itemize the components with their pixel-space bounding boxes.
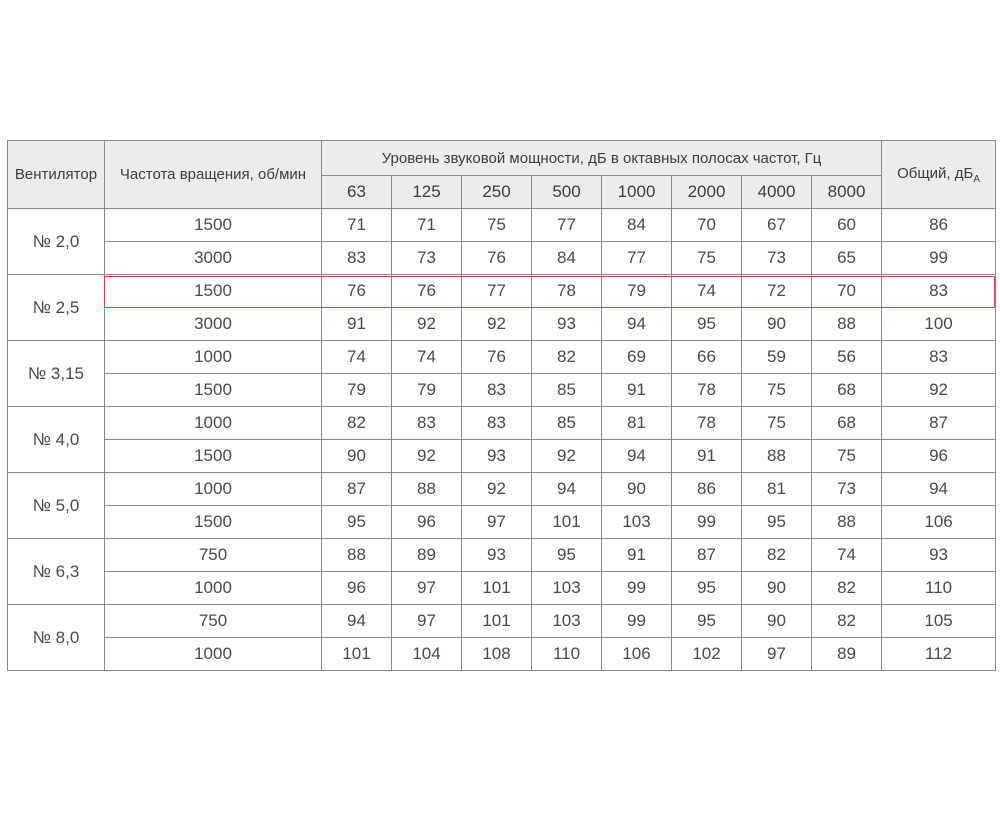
level-cell: 94 xyxy=(602,440,672,473)
level-cell: 101 xyxy=(322,638,392,671)
speed-cell: 1000 xyxy=(105,473,322,506)
table-row xyxy=(8,539,996,572)
level-cell: 84 xyxy=(602,209,672,242)
level-cell: 93 xyxy=(462,539,532,572)
level-cell: 68 xyxy=(812,407,882,440)
level-cell: 95 xyxy=(742,506,812,539)
table-header xyxy=(8,141,996,209)
level-cell: 97 xyxy=(742,638,812,671)
total-cell: 86 xyxy=(882,209,996,242)
header-total xyxy=(882,141,996,209)
speed-cell: 1500 xyxy=(105,440,322,473)
level-cell: 76 xyxy=(462,341,532,374)
level-cell: 73 xyxy=(812,473,882,506)
level-cell: 56 xyxy=(812,341,882,374)
level-cell: 95 xyxy=(672,605,742,638)
level-cell: 81 xyxy=(742,473,812,506)
level-cell: 103 xyxy=(602,506,672,539)
level-cell: 67 xyxy=(742,209,812,242)
total-cell: 83 xyxy=(882,275,996,308)
table-row xyxy=(8,638,996,671)
level-cell: 85 xyxy=(532,374,602,407)
level-cell: 95 xyxy=(672,308,742,341)
header-total-label: Общий, дБ xyxy=(897,164,974,182)
level-cell: 99 xyxy=(602,572,672,605)
level-cell: 103 xyxy=(532,572,602,605)
total-cell: 100 xyxy=(882,308,996,341)
level-cell: 71 xyxy=(392,209,462,242)
level-cell: 74 xyxy=(392,341,462,374)
fan-cell: № 8,0 xyxy=(8,605,105,671)
table-row xyxy=(8,341,996,374)
level-cell: 66 xyxy=(672,341,742,374)
table-body xyxy=(8,209,996,671)
level-cell: 101 xyxy=(532,506,602,539)
header-frequency-2000: 2000 xyxy=(672,176,742,209)
level-cell: 87 xyxy=(322,473,392,506)
level-cell: 94 xyxy=(322,605,392,638)
speed-cell: 1000 xyxy=(105,341,322,374)
level-cell: 75 xyxy=(742,407,812,440)
fan-cell: № 6,3 xyxy=(8,539,105,605)
level-cell: 83 xyxy=(462,374,532,407)
level-cell: 96 xyxy=(392,506,462,539)
level-cell: 95 xyxy=(532,539,602,572)
level-cell: 83 xyxy=(462,407,532,440)
level-cell: 90 xyxy=(742,605,812,638)
level-cell: 93 xyxy=(462,440,532,473)
level-cell: 90 xyxy=(742,572,812,605)
noise-table-container xyxy=(7,140,995,671)
level-cell: 70 xyxy=(812,275,882,308)
level-cell: 110 xyxy=(532,638,602,671)
level-cell: 108 xyxy=(462,638,532,671)
level-cell: 88 xyxy=(742,440,812,473)
level-cell: 79 xyxy=(602,275,672,308)
level-cell: 97 xyxy=(462,506,532,539)
table-row xyxy=(8,506,996,539)
speed-cell: 1500 xyxy=(105,275,322,308)
speed-cell: 750 xyxy=(105,605,322,638)
level-cell: 74 xyxy=(812,539,882,572)
speed-cell: 1500 xyxy=(105,374,322,407)
header-power-level: Уровень звуковой мощности, дБ в октавных полосах частот, Гц xyxy=(322,141,882,176)
level-cell: 88 xyxy=(392,473,462,506)
level-cell: 68 xyxy=(812,374,882,407)
level-cell: 84 xyxy=(532,242,602,275)
level-cell: 72 xyxy=(742,275,812,308)
level-cell: 92 xyxy=(392,440,462,473)
level-cell: 91 xyxy=(672,440,742,473)
table-row xyxy=(8,209,996,242)
level-cell: 87 xyxy=(672,539,742,572)
level-cell: 92 xyxy=(532,440,602,473)
level-cell: 95 xyxy=(322,506,392,539)
table-row xyxy=(8,605,996,638)
level-cell: 82 xyxy=(812,605,882,638)
level-cell: 88 xyxy=(812,308,882,341)
fan-cell: № 5,0 xyxy=(8,473,105,539)
level-cell: 99 xyxy=(672,506,742,539)
total-cell: 105 xyxy=(882,605,996,638)
level-cell: 69 xyxy=(602,341,672,374)
level-cell: 73 xyxy=(742,242,812,275)
level-cell: 97 xyxy=(392,605,462,638)
level-cell: 75 xyxy=(812,440,882,473)
level-cell: 92 xyxy=(462,308,532,341)
level-cell: 95 xyxy=(672,572,742,605)
level-cell: 92 xyxy=(462,473,532,506)
level-cell: 79 xyxy=(392,374,462,407)
speed-cell: 750 xyxy=(105,539,322,572)
header-fan: Вентилятор xyxy=(8,141,105,209)
total-cell: 83 xyxy=(882,341,996,374)
level-cell: 78 xyxy=(672,407,742,440)
fan-cell: № 4,0 xyxy=(8,407,105,473)
header-frequency-250: 250 xyxy=(462,176,532,209)
table-row xyxy=(8,242,996,275)
level-cell: 104 xyxy=(392,638,462,671)
total-cell: 92 xyxy=(882,374,996,407)
level-cell: 88 xyxy=(322,539,392,572)
speed-cell: 1500 xyxy=(105,209,322,242)
table-row xyxy=(8,374,996,407)
level-cell: 75 xyxy=(462,209,532,242)
speed-cell: 3000 xyxy=(105,308,322,341)
level-cell: 96 xyxy=(322,572,392,605)
level-cell: 82 xyxy=(532,341,602,374)
level-cell: 91 xyxy=(602,539,672,572)
level-cell: 77 xyxy=(602,242,672,275)
table-row xyxy=(8,572,996,605)
level-cell: 82 xyxy=(742,539,812,572)
level-cell: 103 xyxy=(532,605,602,638)
header-total-subscript: A xyxy=(973,173,981,185)
level-cell: 89 xyxy=(392,539,462,572)
total-cell: 93 xyxy=(882,539,996,572)
level-cell: 90 xyxy=(742,308,812,341)
level-cell: 89 xyxy=(812,638,882,671)
header-frequency-63: 63 xyxy=(322,176,392,209)
total-cell: 94 xyxy=(882,473,996,506)
level-cell: 78 xyxy=(672,374,742,407)
level-cell: 94 xyxy=(602,308,672,341)
header-frequency-8000: 8000 xyxy=(812,176,882,209)
level-cell: 93 xyxy=(532,308,602,341)
total-cell: 87 xyxy=(882,407,996,440)
level-cell: 76 xyxy=(392,275,462,308)
level-cell: 82 xyxy=(812,572,882,605)
level-cell: 77 xyxy=(532,209,602,242)
fan-cell: № 3,15 xyxy=(8,341,105,407)
level-cell: 101 xyxy=(462,605,532,638)
level-cell: 74 xyxy=(672,275,742,308)
header-frequency-500: 500 xyxy=(532,176,602,209)
level-cell: 76 xyxy=(322,275,392,308)
level-cell: 91 xyxy=(602,374,672,407)
level-cell: 75 xyxy=(672,242,742,275)
table-row xyxy=(8,440,996,473)
level-cell: 91 xyxy=(322,308,392,341)
fan-cell: № 2,5 xyxy=(8,275,105,341)
total-cell: 110 xyxy=(882,572,996,605)
level-cell: 83 xyxy=(322,242,392,275)
level-cell: 59 xyxy=(742,341,812,374)
level-cell: 94 xyxy=(532,473,602,506)
level-cell: 70 xyxy=(672,209,742,242)
header-frequency-125: 125 xyxy=(392,176,462,209)
level-cell: 60 xyxy=(812,209,882,242)
speed-cell: 1000 xyxy=(105,572,322,605)
header-speed: Частота вращения, об/мин xyxy=(105,141,322,209)
level-cell: 78 xyxy=(532,275,602,308)
header-frequency-1000: 1000 xyxy=(602,176,672,209)
table-row xyxy=(8,473,996,506)
level-cell: 97 xyxy=(392,572,462,605)
level-cell: 65 xyxy=(812,242,882,275)
level-cell: 71 xyxy=(322,209,392,242)
level-cell: 75 xyxy=(742,374,812,407)
speed-cell: 1000 xyxy=(105,407,322,440)
level-cell: 106 xyxy=(602,638,672,671)
total-cell: 106 xyxy=(882,506,996,539)
level-cell: 82 xyxy=(322,407,392,440)
level-cell: 79 xyxy=(322,374,392,407)
level-cell: 81 xyxy=(602,407,672,440)
level-cell: 102 xyxy=(672,638,742,671)
total-cell: 99 xyxy=(882,242,996,275)
level-cell: 83 xyxy=(392,407,462,440)
speed-cell: 1000 xyxy=(105,638,322,671)
level-cell: 77 xyxy=(462,275,532,308)
level-cell: 73 xyxy=(392,242,462,275)
total-cell: 112 xyxy=(882,638,996,671)
level-cell: 92 xyxy=(392,308,462,341)
level-cell: 90 xyxy=(602,473,672,506)
level-cell: 88 xyxy=(812,506,882,539)
speed-cell: 3000 xyxy=(105,242,322,275)
table-row xyxy=(8,407,996,440)
total-cell: 96 xyxy=(882,440,996,473)
noise-table xyxy=(7,140,996,671)
level-cell: 90 xyxy=(322,440,392,473)
fan-cell: № 2,0 xyxy=(8,209,105,275)
level-cell: 74 xyxy=(322,341,392,374)
table-row xyxy=(8,275,996,308)
table-row xyxy=(8,308,996,341)
speed-cell: 1500 xyxy=(105,506,322,539)
header-frequency-4000: 4000 xyxy=(742,176,812,209)
level-cell: 85 xyxy=(532,407,602,440)
level-cell: 101 xyxy=(462,572,532,605)
level-cell: 99 xyxy=(602,605,672,638)
level-cell: 86 xyxy=(672,473,742,506)
level-cell: 76 xyxy=(462,242,532,275)
